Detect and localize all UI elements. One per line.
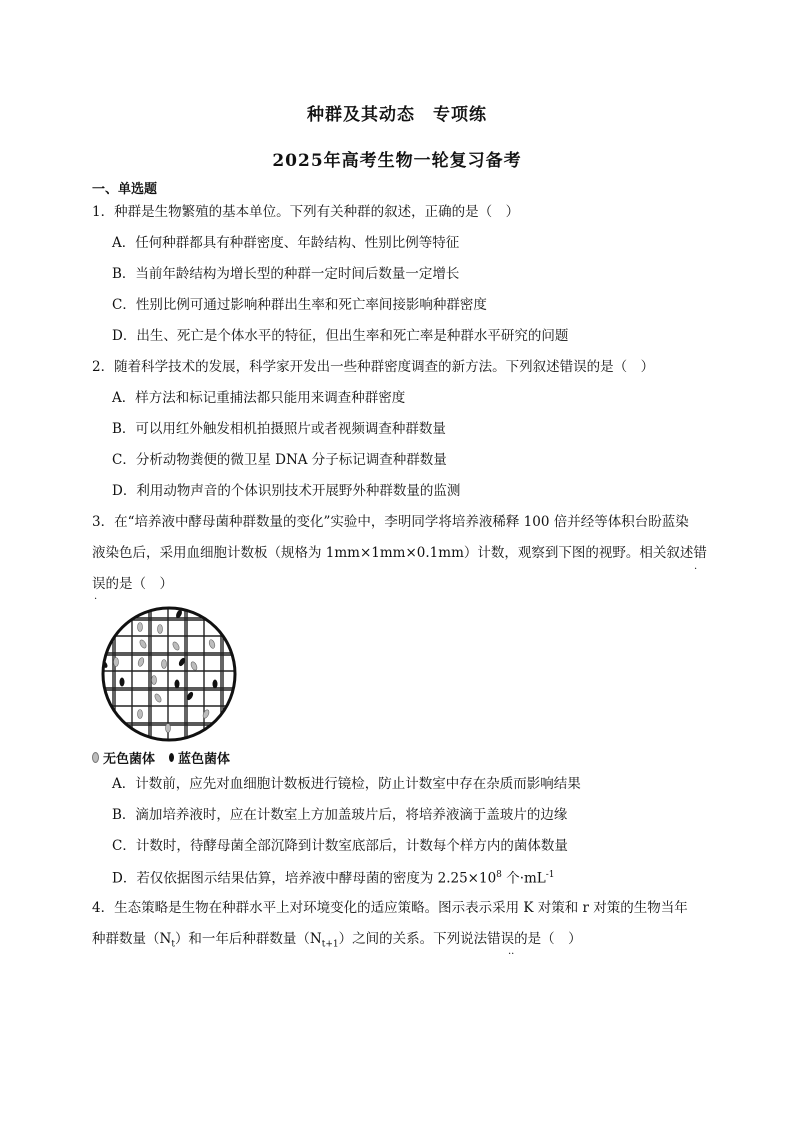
q4-subscript-t: t <box>171 939 175 950</box>
question-2-option-d: D．利用动物声音的个体识别技术开展野外种群数量的监测 <box>112 483 461 499</box>
colorless-cell <box>162 660 167 669</box>
question-3-stem-line-1: 3．在“培养液中酵母菌种群数量的变化”实验中，李明同学将培养液稀释 100 倍并经等体积台盼蓝染 <box>92 514 689 530</box>
question-2-stem: 2．随着科学技术的发展，科学家开发出一些种群密度调查的新方法。下列叙述错误的是（ ） <box>92 359 655 375</box>
page-title: 种群及其动态 专项练 <box>307 105 487 125</box>
question-3-option-a: A．计数前，应先对血细胞计数板进行镜检，防止计数室中存在杂质而影响结果 <box>112 776 581 792</box>
blue-cell-legend-icon <box>169 753 174 762</box>
colorless-cell <box>138 623 143 632</box>
question-3-stem-line-3: 误的是（ ） <box>92 576 173 592</box>
microscope-field-border <box>103 608 235 740</box>
question-3-option-c: C．计数时，待酵母菌全部沉降到计数室底部后，计数每个样方内的菌体数量 <box>112 838 568 854</box>
colorless-cell <box>152 676 157 685</box>
colorless-cell <box>139 639 148 649</box>
option-d-unit: 个·mL <box>501 870 546 887</box>
q4-subscript-t-plus-1: t+1 <box>321 939 339 950</box>
colorless-cell <box>208 639 216 649</box>
legend-blue-label: 蓝色菌体 <box>178 752 231 767</box>
question-3-option-d <box>112 871 555 886</box>
question-3-stem-line-2: 液染色后，采用血细胞计数板（规格为 1mm×1mm×0.1mm）计数，观察到下图的视野。相关叙述错 <box>92 545 707 561</box>
colorless-cell <box>202 709 210 719</box>
colorless-cell <box>154 693 163 703</box>
figure-legend <box>92 748 230 767</box>
question-2-option-b: B．可以用红外触发相机拍摄照片或者视频调查种群数量 <box>112 421 446 437</box>
legend-colorless-label: 无色菌体 <box>103 752 156 767</box>
question-1-option-a: A．任何种群都具有种群密度、年龄结构、性别比例等特征 <box>112 235 460 251</box>
colorless-cell <box>172 641 181 651</box>
colorless-cell <box>166 724 171 733</box>
blue-cell <box>120 678 125 687</box>
question-3-option-b: B．滴加培养液时，应在计数室上方加盖玻片后，将培养液滴于盖玻片的边缘 <box>112 807 568 823</box>
question-1-option-b: B．当前年龄结构为增长型的种群一定时间后数量一定增长 <box>112 266 460 282</box>
question-1-option-d: D．出生、死亡是个体水平的特征，但出生率和死亡率是种群水平研究的问题 <box>112 328 569 344</box>
option-d-unit-exponent: -1 <box>545 870 555 880</box>
q4-text-a: 种群数量（N <box>92 931 172 947</box>
colorless-cell <box>158 625 163 634</box>
emphasis-dot: . <box>94 591 98 602</box>
option-d-text: D．若仅依据图示结果估算，培养液中酵母菌的密度为 2.25×10 <box>112 870 497 887</box>
q4-text-b: ）和一年后种群数量（N <box>174 931 322 947</box>
colorless-cell <box>138 710 143 719</box>
blue-cell <box>175 680 180 689</box>
colorless-cell <box>190 661 198 671</box>
option-d-exponent: 8 <box>496 870 502 880</box>
colorless-cell <box>114 658 119 667</box>
colorless-cell <box>137 657 145 667</box>
hemocytometer-view-figure <box>94 604 244 744</box>
question-1-option-c: C．性别比例可通过影响种群出生率和死亡率间接影响种群密度 <box>112 297 487 313</box>
emphasis-dot: .. <box>508 946 515 957</box>
blue-cell <box>213 680 218 689</box>
emphasis-dot: . <box>694 561 698 572</box>
colorless-cell-legend-icon <box>92 752 99 763</box>
counting-grid <box>94 604 244 744</box>
question-2-option-c: C．分析动物粪便的微卫星 DNA 分子标记调查种群数量 <box>112 452 447 468</box>
page-subtitle: 2025年高考生物一轮复习备考 <box>272 151 522 171</box>
question-4-line-1: 4．生态策略是生物在种群水平上对环境变化的适应策略。图示表示采用 K 对策和 r 对策的生物当年 <box>92 900 688 916</box>
section-heading: 一、单选题 <box>92 182 158 197</box>
q4-text-c: ）之间的关系。下列说法错误的是（ ） <box>338 931 582 947</box>
question-2-option-a: A．样方法和标记重捕法都只能用来调查种群密度 <box>112 390 406 406</box>
question-1-stem: 1．种群是生物繁殖的基本单位。下列有关种群的叙述，正确的是（ ） <box>92 204 520 220</box>
